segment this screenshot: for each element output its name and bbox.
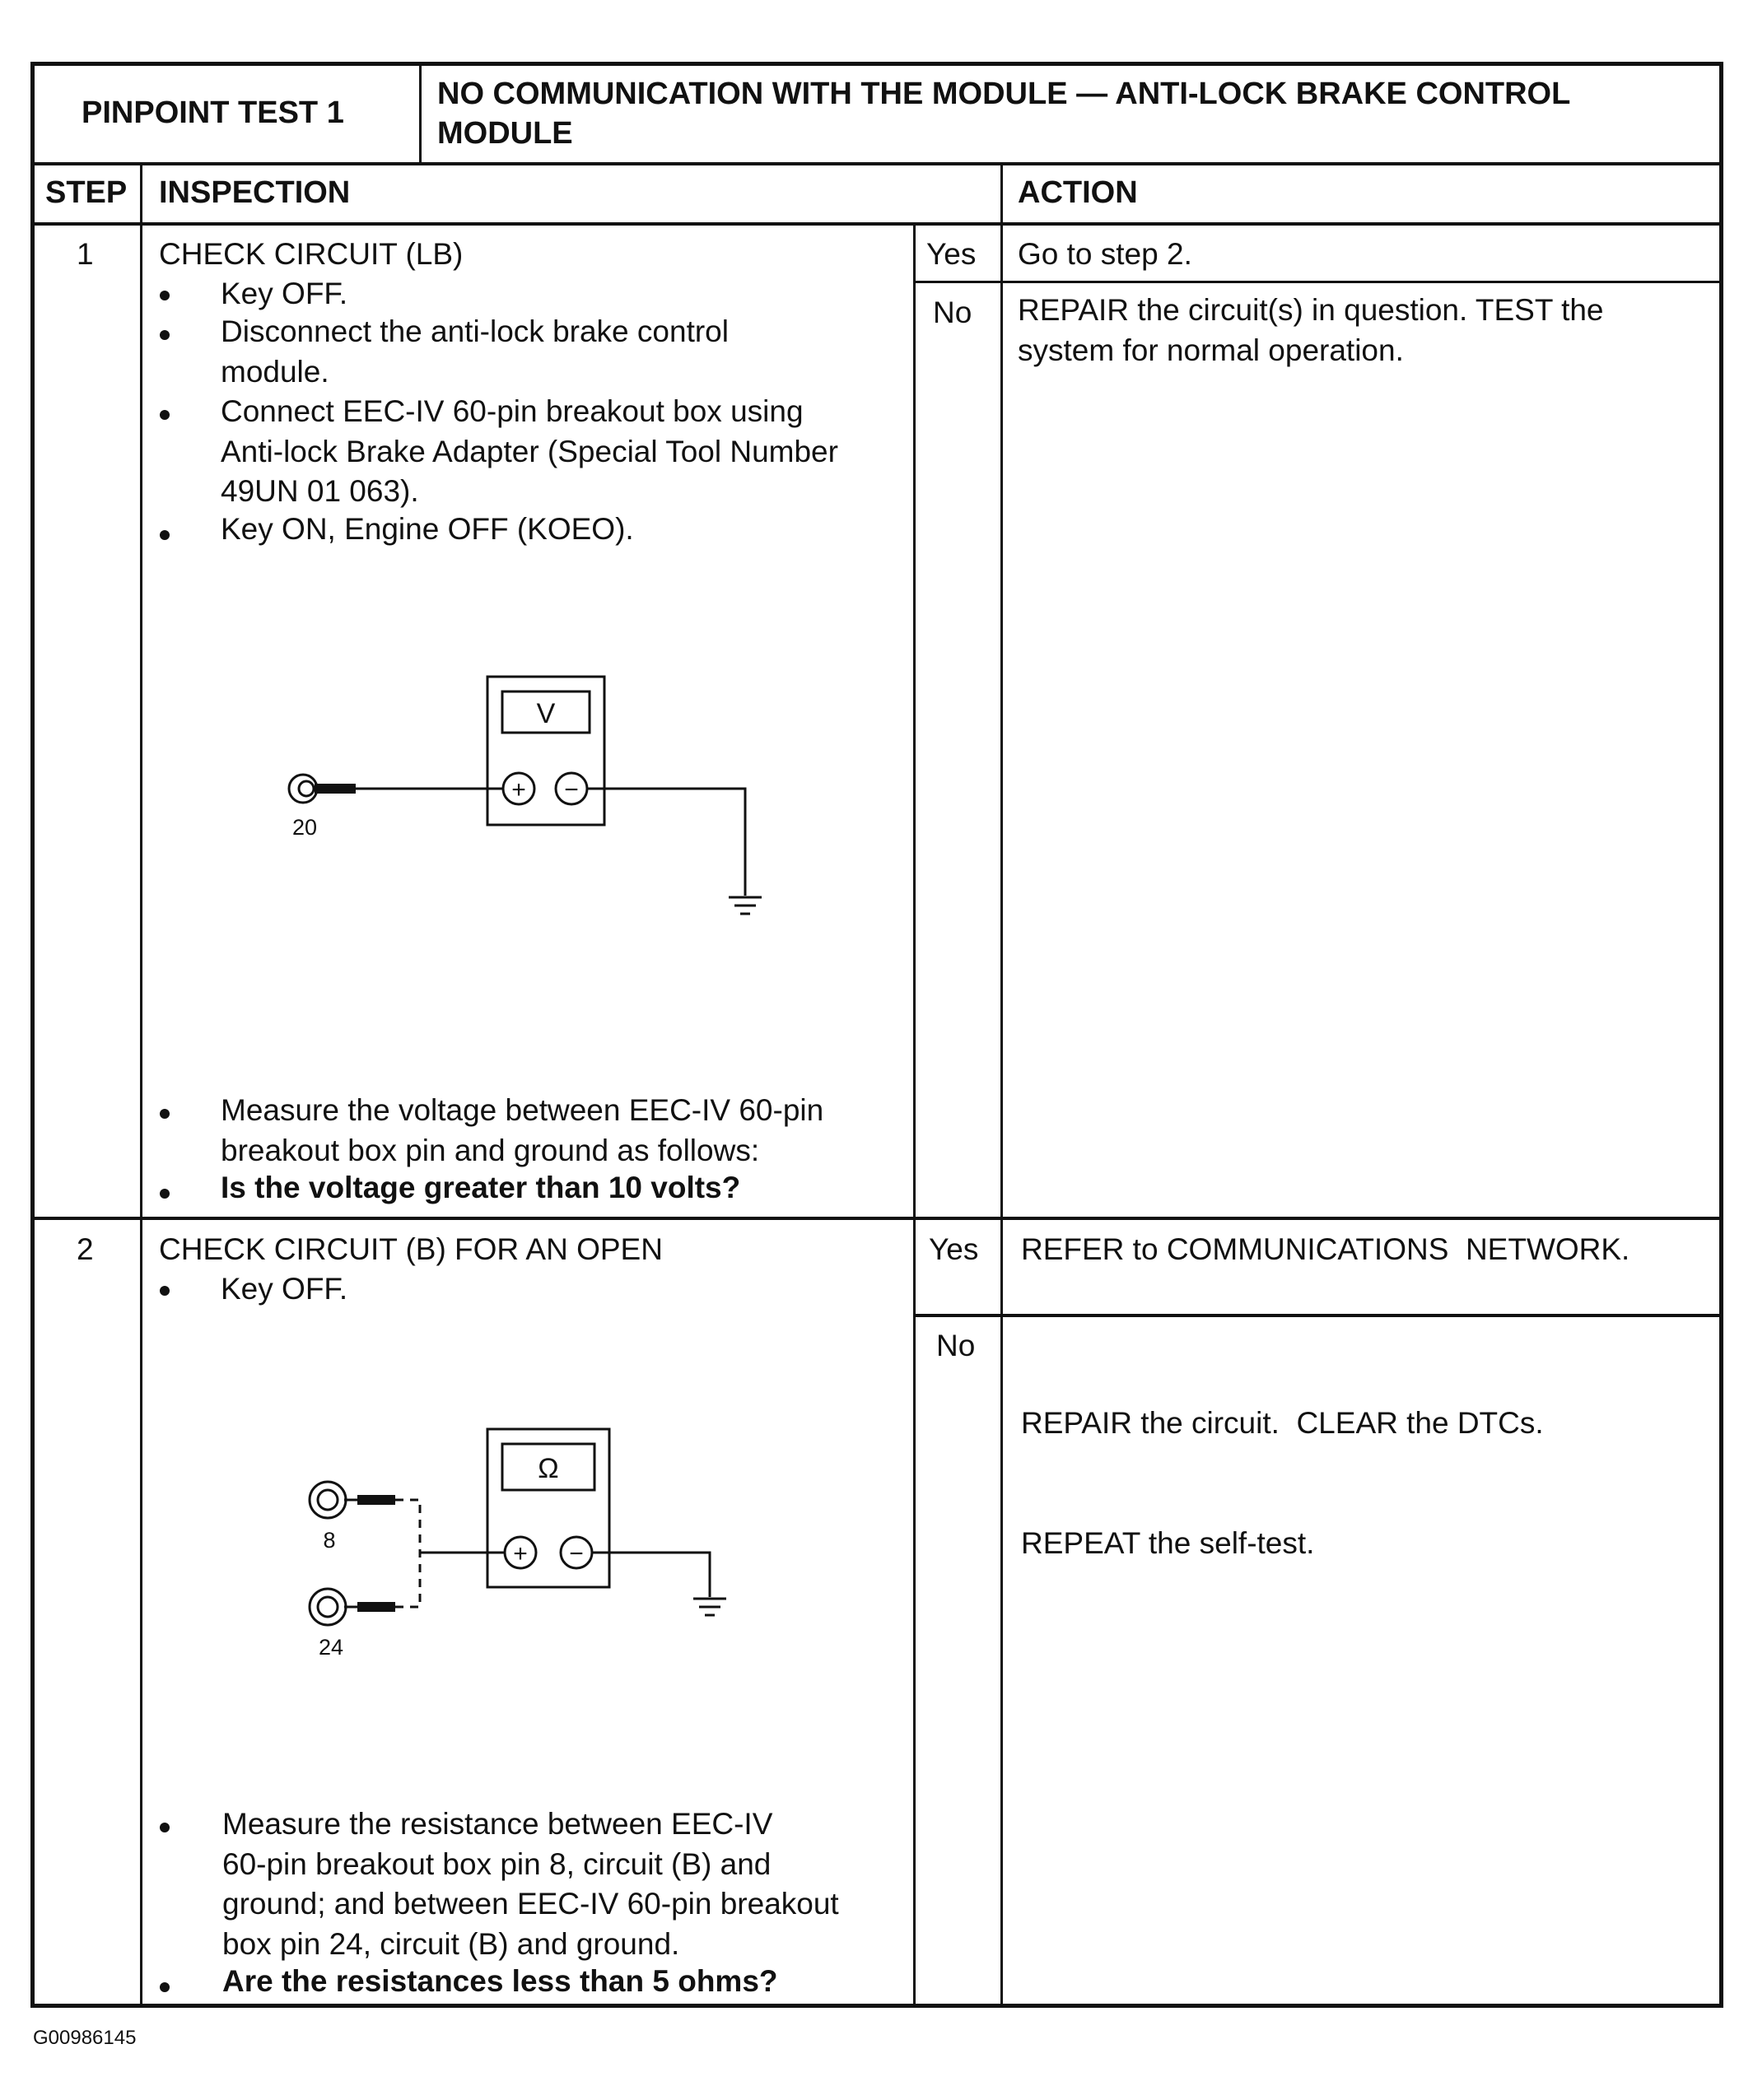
column-header-bottom-rule	[30, 222, 1723, 226]
bullet	[160, 1286, 170, 1296]
no-action: REPAIR the circuit. CLEAR the DTCs. REPEAT the self-test.	[1021, 1406, 1544, 1560]
no-label: No	[936, 1329, 976, 1362]
probe-plug	[315, 784, 356, 794]
step1-yes-no-rule	[913, 281, 1723, 283]
header-divider	[419, 62, 422, 164]
bullet	[160, 530, 170, 540]
instruction-text: Measure the resistance between EEC-IV 60-pin breakout box pin 8, circuit (B) and ground; and between EEC-IV 60-pin breakout box pin 24, circuit (B) and ground.	[222, 1807, 839, 1961]
step-column-divider	[140, 162, 142, 2006]
test-question: Are the resistances less than 5 ohms?	[222, 1964, 778, 1998]
pinpoint-test-label: PINPOINT TEST 1	[82, 95, 344, 130]
step-divider	[30, 1217, 1723, 1220]
pin-number-bottom: 24	[318, 1635, 344, 1660]
table-bottom-border	[30, 2004, 1723, 2008]
instruction-text: Connect EEC-IV 60-pin breakout box using Anti-lock Brake Adapter (Special Tool Number 49UN 01 063).	[221, 394, 838, 508]
yes-action: REFER to COMMUNICATIONS NETWORK.	[1021, 1232, 1630, 1266]
bullet	[160, 330, 170, 340]
figure-id: G00986145	[33, 2027, 137, 2049]
test-title-line2: MODULE	[437, 116, 573, 151]
meter-symbol: Ω	[538, 1453, 559, 1484]
bullet	[160, 1109, 170, 1119]
ohmmeter-diagram	[296, 1424, 741, 1671]
no-action: REPAIR the circuit(s) in question. TEST the system for normal operation.	[1018, 293, 1604, 367]
step-title: CHECK CIRCUIT (B) FOR AN OPEN	[159, 1232, 663, 1266]
step-column-header: STEP	[45, 175, 128, 210]
step-number: 2	[77, 1232, 94, 1266]
yes-label: Yes	[929, 1232, 979, 1266]
jumper-wire	[395, 1500, 420, 1607]
table-right-border	[1719, 62, 1723, 2008]
minus-sign: −	[569, 1540, 584, 1567]
table-left-border	[30, 62, 35, 2008]
voltmeter-diagram	[272, 667, 782, 930]
step2-yes-no-rule	[913, 1314, 1723, 1317]
instruction-text: Key OFF.	[221, 277, 348, 310]
plus-sign: +	[513, 1540, 528, 1567]
ground-symbol	[693, 1599, 726, 1615]
action-column-header: ACTION	[1018, 175, 1138, 210]
probe-plug-top	[357, 1495, 395, 1505]
pin-jack-bottom	[310, 1589, 346, 1625]
bullet	[160, 291, 170, 300]
no-label: No	[933, 296, 972, 329]
instruction-text: Disconnect the anti-lock brake control module.	[221, 314, 729, 389]
instruction-text: Key OFF.	[221, 1272, 348, 1306]
pin-jack-top	[310, 1482, 346, 1518]
bullet	[160, 410, 170, 420]
test-question: Is the voltage greater than 10 volts?	[221, 1171, 741, 1204]
instruction-text: Key ON, Engine OFF (KOEO).	[221, 512, 634, 546]
ground-wire	[587, 789, 745, 896]
minus-sign: −	[564, 776, 579, 803]
bullet	[160, 1189, 170, 1199]
yes-label: Yes	[926, 237, 977, 271]
inspection-column-header: INSPECTION	[159, 175, 351, 210]
yesno-column-divider	[913, 224, 916, 2006]
bullet	[160, 1823, 170, 1832]
ground-symbol	[729, 897, 762, 914]
test-title-line1: NO COMMUNICATION WITH THE MODULE — ANTI-LOCK BRAKE CONTROL	[437, 77, 1571, 111]
plus-sign: +	[511, 776, 526, 803]
probe-plug-bottom	[357, 1602, 395, 1612]
action-column-divider	[1000, 162, 1003, 2006]
header-bottom-rule	[30, 162, 1723, 165]
table-top-border	[30, 62, 1723, 66]
yes-action: Go to step 2.	[1018, 237, 1192, 271]
step-number: 1	[77, 237, 94, 271]
instruction-text: Measure the voltage between EEC-IV 60-pin breakout box pin and ground as follows:	[221, 1093, 824, 1167]
pin-number: 20	[291, 815, 318, 840]
step-title: CHECK CIRCUIT (LB)	[159, 237, 464, 271]
meter-symbol: V	[536, 698, 556, 729]
bullet	[160, 1982, 170, 1992]
pin-number-top: 8	[323, 1528, 336, 1553]
